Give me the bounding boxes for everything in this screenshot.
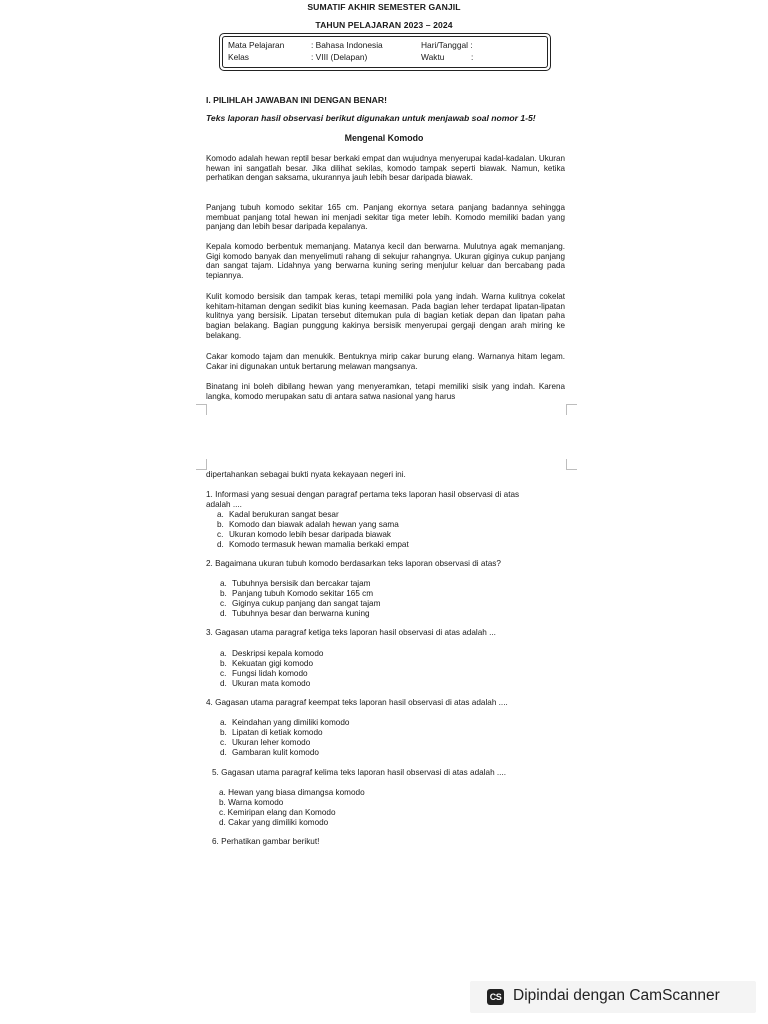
q4-option-c: c. Ukuran leher komodo: [220, 738, 311, 747]
exam-title: SUMATIF AKHIR SEMESTER GANJIL: [307, 2, 461, 12]
q4-option-a: a. Keindahan yang dimiliki komodo: [220, 718, 350, 727]
subject-label: Mata Pelajaran: [228, 40, 285, 50]
question-1-stem-cont: adalah ....: [206, 500, 242, 509]
subject-value: : Bahasa Indonesia: [311, 40, 383, 50]
paragraph-3: Kepala komodo berbentuk memanjang. Matanya kecil dan berwarna. Mulutnya agak memanjang. Gigi komodo banyak dan menyelimuti rahang di sekujur rahangnya. Ukuran giginya cukup panjang dan sangat tajam. Lidahnya yang berwarna kuning sering menjulur keluar dan bercabang pada tepiannya.: [206, 242, 565, 281]
question-6-stem: 6. Perhatikan gambar berikut!: [212, 837, 320, 846]
time-colon: :: [471, 52, 474, 62]
reading-instruction: Teks laporan hasil observasi berikut digunakan untuk menjawab soal nomor 1-5!: [206, 113, 536, 123]
q2-option-d: d. Tubuhnya besar dan berwarna kuning: [220, 609, 370, 618]
q2-option-a: a. Tubuhnya bersisik dan bercakar tajam: [220, 579, 371, 588]
page-break-corner-mark: [196, 459, 207, 470]
q1-option-b: b. Komodo dan biawak adalah hewan yang sama: [217, 520, 399, 529]
question-4-stem: 4. Gagasan utama paragraf keempat teks laporan hasil observasi di atas adalah ....: [206, 698, 508, 707]
paragraph-5: Cakar komodo tajam dan menukik. Bentuknya mirip cakar burung elang. Warnanya hitam legam. Cakar ini digunakan untuk bertarung melawan mangsanya.: [206, 352, 565, 371]
q1-option-d: d. Komodo termasuk hewan mamalia berkaki empat: [217, 540, 409, 549]
q5-option-b: b. Warna komodo: [219, 798, 284, 807]
time-label: Waktu: [421, 52, 445, 62]
q5-option-c: c. Kemiripan elang dan Komodo: [219, 808, 336, 817]
page-break-corner-mark: [566, 404, 577, 415]
q3-option-c: c. Fungsi lidah komodo: [220, 669, 308, 678]
q5-option-a: a. Hewan yang biasa dimangsa komodo: [219, 788, 365, 797]
paragraph-4: Kulit komodo bersisik dan tampak keras, tetapi memiliki pola yang indah. Warna kulitnya cokelat kehitam-hitaman dengan sedikit bias kuning keemasan. Pada bagian leher terdapat lipatan-lipatan kulitnya yang bersisik. Lipatan tersebut ditemukan pula di bagian ketiak depan dan lipatan paha bagian belakang. Bagian punggung kakinya bersisik menyerupai gergaji dengan arah miring ke belakang.: [206, 292, 565, 340]
page-break-corner-mark: [196, 404, 207, 415]
camscanner-logo-icon: CS: [487, 989, 504, 1005]
question-5-stem: 5. Gagasan utama paragraf kelima teks laporan hasil observasi di atas adalah ....: [212, 768, 507, 777]
text-title: Mengenal Komodo: [344, 133, 424, 143]
q3-option-d: d. Ukuran mata komodo: [220, 679, 311, 688]
q3-option-b: b. Kekuatan gigi komodo: [220, 659, 314, 668]
q1-option-c: c. Ukuran komodo lebih besar daripada biawak: [217, 530, 392, 539]
question-1-stem: 1. Informasi yang sesuai dengan paragraf pertama teks laporan hasil observasi di atas: [206, 490, 520, 499]
question-3-stem: 3. Gagasan utama paragraf ketiga teks laporan hasil observasi di atas adalah ...: [206, 628, 496, 637]
date-label: Hari/Tanggal :: [421, 40, 473, 50]
paragraph-1: Komodo adalah hewan reptil besar berkaki empat dan wujudnya menyerupai kadal-kadalan. Ukuran hewan ini sangatlah besar. Jika dilihat sekilas, komodo tampak seperti biawak. Namun, ketika perhatikan dengan saksama, ukurannya jauh lebih besar daripada biawak.: [206, 154, 565, 183]
class-value: : VIII (Delapan): [311, 52, 368, 62]
paragraph-2: Panjang tubuh komodo sekitar 165 cm. Panjang ekornya setara panjang badannya sehingga membuat panjang total hewan ini menjadi sekitar tiga meter lebih. Komodo memiliki badan yang panjang dan lebih besar daripada kepalanya.: [206, 203, 565, 232]
q3-option-a: a. Deskripsi kepala komodo: [220, 649, 324, 658]
q1-option-a: a. Kadal berukuran sangat besar: [217, 510, 339, 519]
question-2-stem: 2. Bagaimana ukuran tubuh komodo berdasarkan teks laporan observasi di atas?: [206, 559, 501, 568]
camscanner-text: Dipindai dengan CamScanner: [513, 987, 720, 1004]
info-box: [219, 33, 551, 71]
q2-option-b: b. Panjang tubuh Komodo sekitar 165 cm: [220, 589, 374, 598]
q2-option-c: c. Giginya cukup panjang dan sangat tajam: [220, 599, 381, 608]
page-break-corner-mark: [566, 459, 577, 470]
q5-option-d: d. Cakar yang dimiliki komodo: [219, 818, 329, 827]
section-heading: I. PILIHLAH JAWABAN INI DENGAN BENAR!: [206, 95, 387, 105]
class-label: Kelas: [228, 52, 249, 62]
paragraph-6: Binatang ini boleh dibilang hewan yang menyeramkan, tetapi memiliki sisik yang indah. Karena langka, komodo merupakan satu di antara satwa nasional yang harus: [206, 382, 565, 401]
academic-year: TAHUN PELAJARAN 2023 – 2024: [315, 20, 453, 30]
camscanner-watermark: [470, 981, 756, 1013]
q4-option-b: b. Lipatan di ketiak komodo: [220, 728, 323, 737]
q4-option-d: d. Gambaran kulit komodo: [220, 748, 319, 757]
paragraph-6-continuation: dipertahankan sebagai bukti nyata kekayaan negeri ini.: [206, 470, 406, 479]
